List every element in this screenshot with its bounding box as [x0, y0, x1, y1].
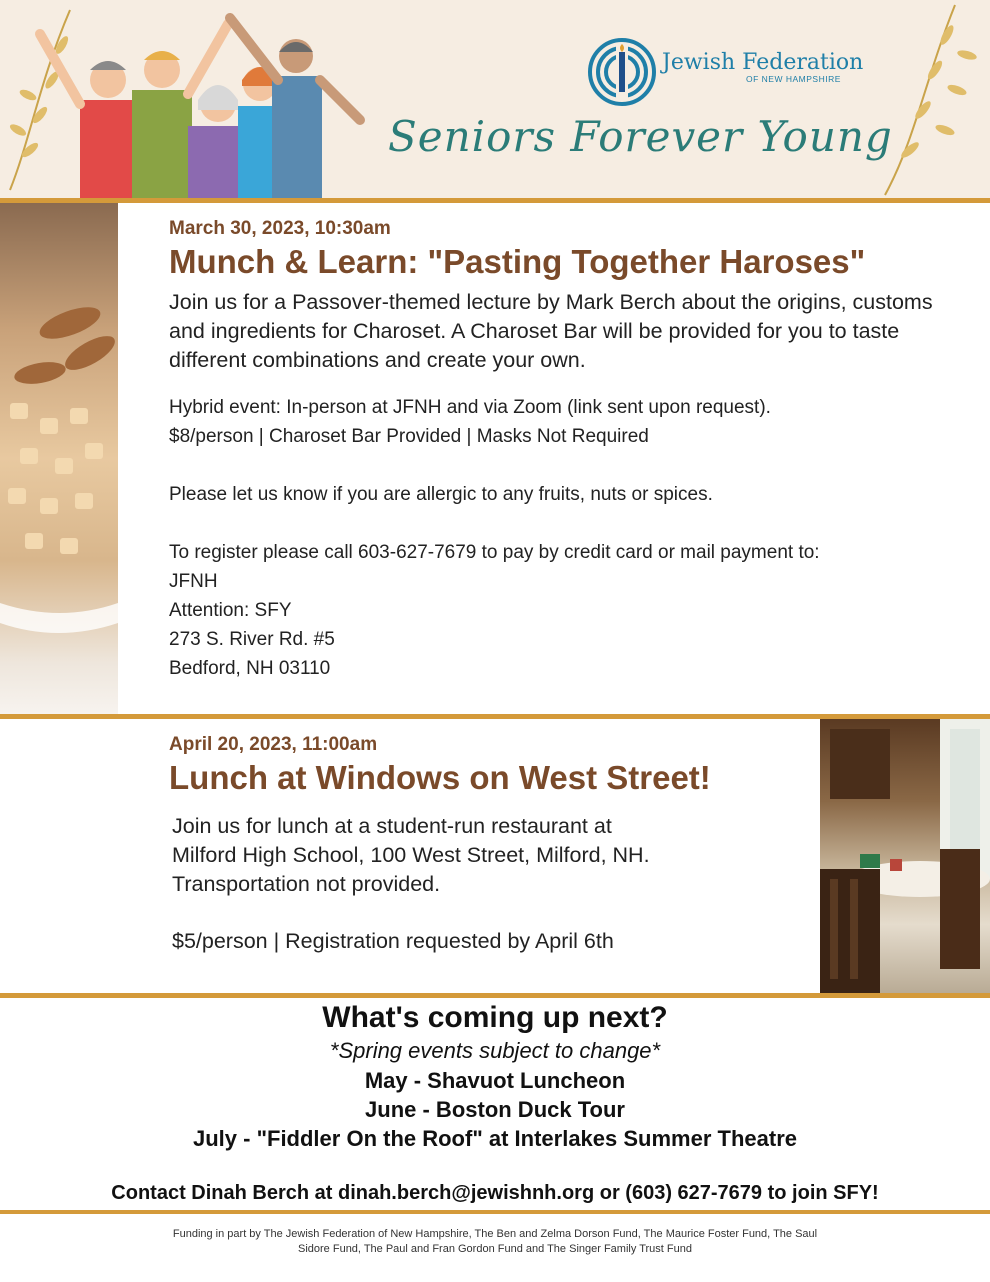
- event-description: Join us for a Passover-themed lecture by Mark Berch about the origins, customs and ingredients for Charoset. A Charoset Bar will be provided for you to taste different combinations and create your own.: [169, 289, 933, 372]
- upcoming-events: [0, 1000, 990, 1153]
- event-allergy-note: Please let us know if you are allergic to any fruits, nuts or spices.: [169, 483, 713, 505]
- contact-line: Contact Dinah Berch at dinah.berch@jewishnh.org or (603) 627-7679 to join SFY!: [111, 1182, 879, 1204]
- address-line: Attention: SFY: [169, 599, 292, 621]
- upcoming-item: May - Shavuot Luncheon: [364, 1068, 626, 1093]
- upcoming-item: June - Boston Duck Tour: [365, 1097, 625, 1122]
- seniors-group-illustration: [20, 8, 380, 198]
- upcoming-heading: What's coming up next?: [322, 1001, 668, 1034]
- event-price: $5/person | Registration requested by April 6th: [172, 928, 614, 953]
- org-name: Jewish Federation: [662, 50, 864, 75]
- event-hybrid-note: Hybrid event: In-person at JFNH and via Zoom (link sent upon request).: [169, 396, 771, 418]
- upcoming-note: *Spring events subject to change*: [329, 1038, 661, 1063]
- event-price: $8/person | Charoset Bar Provided | Masks Not Required: [169, 425, 649, 447]
- menorah-logo-icon: [588, 38, 656, 106]
- org-subtitle: OF NEW HAMPSHIRE: [746, 74, 841, 84]
- event-description-line: Join us for lunch at a student-run restaurant at: [172, 813, 612, 838]
- address-line: 273 S. River Rd. #5: [169, 628, 335, 650]
- divider: [0, 1210, 990, 1214]
- event-lunch-windows: [169, 734, 809, 956]
- event-title: Lunch at Windows on West Street!: [169, 759, 711, 796]
- restaurant-photo: [820, 719, 990, 993]
- funding-note: Funding in part by The Jewish Federation of New Hampshire, The Ben and Zelma Dorson Fund, The Maurice Foster Fund, The Saul Sidore Fund, The Paul and Fran Gordon Fund and The Singer Family Trust Fund: [172, 1228, 818, 1255]
- event-description-line: Milford High School, 100 West Street, Milford, NH.: [172, 842, 650, 867]
- charoset-photo: [0, 203, 118, 714]
- header-banner: [0, 0, 990, 198]
- event-munch-and-learn: [169, 218, 969, 683]
- divider: [0, 993, 990, 998]
- address-line: Bedford, NH 03110: [169, 657, 331, 679]
- upcoming-item: July - "Fiddler On the Roof" at Interlakes Summer Theatre: [193, 1126, 797, 1151]
- event-title: Munch & Learn: "Pasting Together Haroses": [169, 243, 866, 280]
- event-description-line: Transportation not provided.: [172, 871, 441, 896]
- event-register-note: To register please call 603-627-7679 to pay by credit card or mail payment to:: [169, 541, 820, 563]
- program-title: Seniors Forever Young: [388, 112, 893, 161]
- address-line: JFNH: [169, 570, 218, 592]
- event-date: March 30, 2023, 10:30am: [169, 218, 391, 239]
- divider: [0, 198, 990, 203]
- event-date: April 20, 2023, 11:00am: [169, 734, 378, 755]
- wheat-branch-right-icon: [855, 0, 990, 198]
